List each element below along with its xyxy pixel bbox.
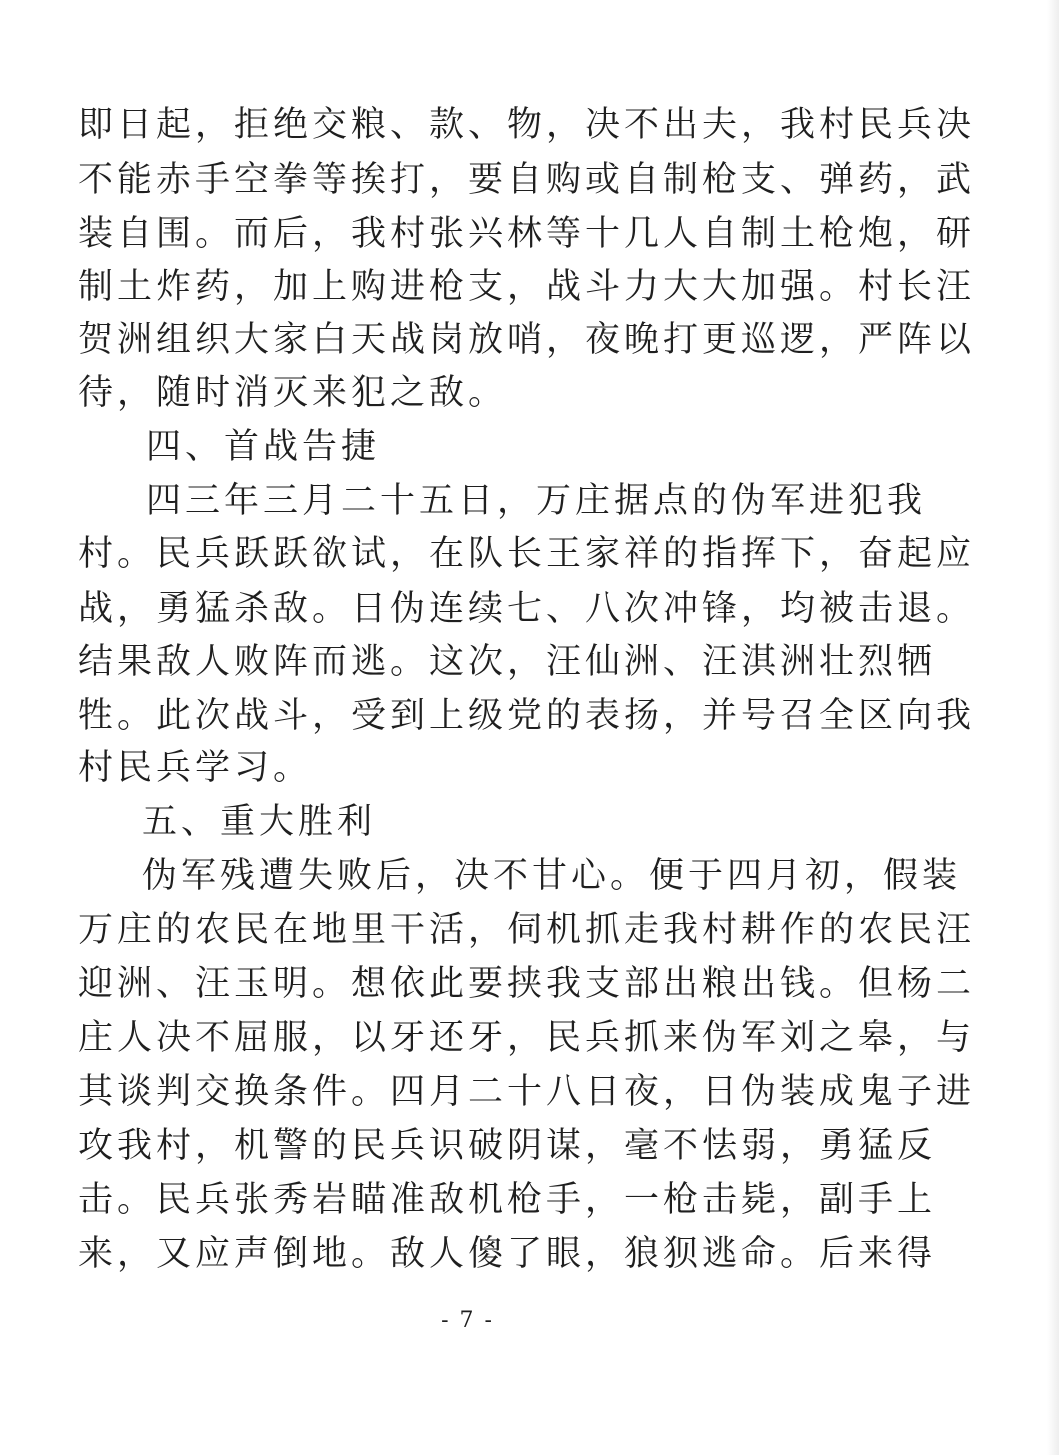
paragraph-first-line: 伪军残遭失败后，决不甘心。便于四月初，假装	[142, 856, 962, 896]
text-line: 待，随时消灭来犯之敌。	[78, 373, 508, 413]
text-line: 攻我村，机警的民兵识破阴谋，毫不怯弱，勇猛反	[78, 1126, 937, 1166]
text-line: 庄人决不屈服，以牙还牙，民兵抓来伪军刘之皋，与	[78, 1018, 976, 1058]
text-line: 装自围。而后，我村张兴林等十几人自制土枪炮，研	[78, 214, 976, 254]
text-line: 迎洲、汪玉明。想依此要挟我支部出粮出钱。但杨二	[78, 964, 976, 1004]
section-heading: 四、首战告捷	[146, 427, 381, 467]
text-line: 其谈判交换条件。四月二十八日夜，日伪装成鬼子进	[78, 1072, 976, 1112]
section-heading: 五、重大胜利	[142, 802, 377, 842]
text-line: 万庄的农民在地里干活，伺机抓走我村耕作的农民汪	[78, 910, 976, 950]
text-line: 结果敌人败阵而逃。这次，汪仙洲、汪淇洲壮烈牺	[78, 642, 937, 682]
text-line: 贺洲组织大家白天战岗放哨，夜晚打更巡逻，严阵以	[78, 320, 976, 360]
text-line: 牲。此次战斗，受到上级党的表扬，并号召全区向我	[78, 696, 976, 736]
text-line: 来，又应声倒地。敌人傻了眼，狼狈逃命。后来得	[78, 1234, 937, 1274]
text-line: 击。民兵张秀岩瞄准敌机枪手，一枪击毙，副手上	[78, 1180, 937, 1220]
page-edge-shadow	[1047, 0, 1059, 1455]
paragraph-first-line: 四三年三月二十五日，万庄据点的伪军进犯我	[146, 481, 927, 521]
text-line: 村。民兵跃跃欲试，在队长王家祥的指挥下，奋起应	[78, 534, 976, 574]
text-line: 战，勇猛杀敌。日伪连续七、八次冲锋，均被击退。	[78, 589, 976, 629]
text-line: 村民兵学习。	[78, 748, 313, 788]
text-line: 即日起，拒绝交粮、款、物，决不出夫，我村民兵决	[78, 105, 976, 145]
text-line: 不能赤手空拳等挨打，要自购或自制枪支、弹药，武	[78, 160, 976, 200]
text-line: 制土炸药，加上购进枪支，战斗力大大加强。村长汪	[78, 267, 976, 307]
page-number: - 7 -	[441, 1308, 494, 1333]
